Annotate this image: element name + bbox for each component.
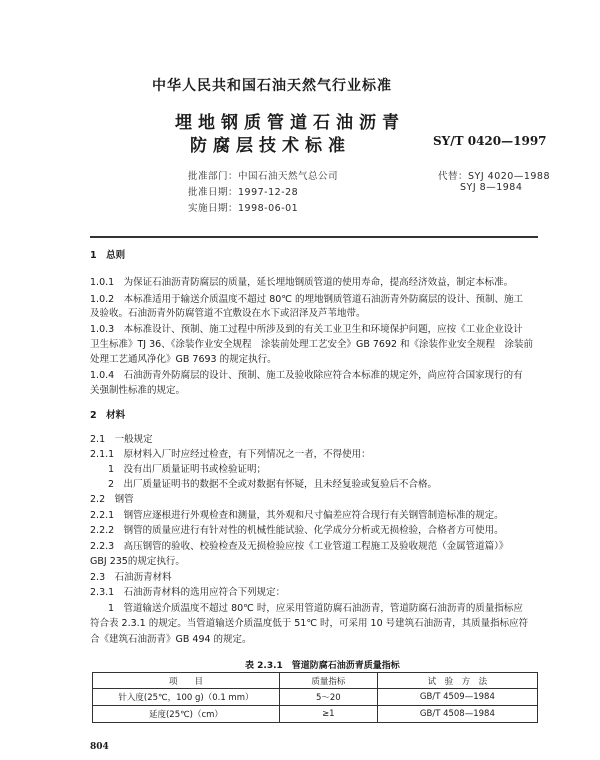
clause-2-3-1-item-1: 1 管道输送介质温度不超过 80℃ 时，应采用管道防腐石油沥青，管道防腐石油沥青的质量指标应 <box>108 603 523 614</box>
table-cell: 针入度(25℃，100 g)（0.1 mm） <box>93 689 280 706</box>
clause-2-2-3-cont: GBJ 235的规定执行。 <box>90 556 185 567</box>
replaces-standard-2: SYJ 8—1984 <box>460 182 523 193</box>
table-row <box>93 689 538 706</box>
table-header-cell: 试 验 方 法 <box>377 673 537 689</box>
clause-1-0-2: 1.0.2 本标准适用于输送介质温度不超过 80℃ 的埋地钢质管道石油沥青外防腐层的设计、预制、施工 <box>90 294 523 305</box>
clause-2-1: 2.1 一般规定 <box>90 434 153 445</box>
table-cell: GB/T 4508—1984 <box>377 706 537 723</box>
table-row <box>93 706 538 723</box>
clause-2-2-3: 2.2.3 高压钢管的验收、校验检查及无损检验应按《工业管道工程施工及验收规范（金属管道篇）》 <box>90 541 509 552</box>
clause-1-0-3-cont-1: 卫生标准》TJ 36、《涂装作业安全规程 涂装前处理工艺安全》GB 7692 和《涂装作业安全规程 涂装前 <box>90 339 534 350</box>
clause-2-1-1-item-2: 2 出厂质量证明书的数据不全或对数据有怀疑，且未经复验或复验后不合格。 <box>108 479 438 490</box>
header-divider <box>90 236 538 238</box>
clause-2-3: 2.3 石油沥青材料 <box>90 572 172 583</box>
table-header-row <box>93 673 538 689</box>
section-2-heading: 2 材料 <box>90 410 126 421</box>
quality-index-table <box>92 672 538 723</box>
table-cell: 延度(25℃)（cm） <box>93 706 280 723</box>
replaces-standard-1: 代替：SYJ 4020—1988 <box>438 171 551 182</box>
effective-date: 实施日期：1998-06-01 <box>188 203 299 214</box>
table-header-cell: 质量指标 <box>279 673 377 689</box>
page-number: 804 <box>90 742 109 752</box>
clause-2-3-1-item-1-cont-1: 符合表 2.3.1 的规定。当管道输送介质温度低于 51℃ 时，可采用 10 号建筑石油沥青，其质量指标应符 <box>90 618 529 629</box>
clause-2-2-2: 2.2.2 钢管的质量应进行有针对性的机械性能试验、化学成分分析或无损检验，合格者方可使用。 <box>90 525 504 536</box>
title-line-1: 埋地钢质管道石油沥青 <box>175 113 405 133</box>
table-cell: ≥1 <box>279 706 377 723</box>
issuing-organization: 中华人民共和国石油天然气行业标准 <box>152 78 392 94</box>
clause-2-1-1: 2.1.1 原材料入厂时应经过检查，有下列情况之一者，不得使用： <box>90 449 371 460</box>
section-1-heading: 1 总则 <box>90 250 126 261</box>
clause-1-0-3-cont-2: 处理工艺通风净化》GB 7693 的规定执行。 <box>90 354 277 365</box>
clause-1-0-4-cont: 关强制性标准的规定。 <box>90 385 186 396</box>
table-cell: GB/T 4509—1984 <box>377 689 537 706</box>
clause-2-2: 2.2 钢管 <box>90 494 134 505</box>
clause-1-0-3: 1.0.3 本标准设计、预制、施工过程中所涉及到的有关工业卫生和环境保护问题，应按《工业企业设计 <box>90 324 523 335</box>
clause-2-2-1: 2.2.1 钢管应逐根进行外观检查和测量，其外观和尺寸偏差应符合现行有关钢管制造标准的规定。 <box>90 510 504 521</box>
clause-2-1-1-item-1: 1 没有出厂质量证明书或检验证明； <box>108 464 267 475</box>
clause-2-3-1: 2.3.1 石油沥青材料的选用应符合下列规定： <box>90 587 286 598</box>
clause-1-0-4: 1.0.4 石油沥青外防腐层的设计、预制、施工及验收除应符合本标准的规定外，尚应符合国家现行的有 <box>90 370 523 381</box>
clause-1-0-1: 1.0.1 为保证石油沥青防腐层的质量，延长埋地钢质管道的使用寿命，提高经济效益，制定本标准。 <box>90 277 514 288</box>
approval-date: 批准日期：1997-12-28 <box>188 187 299 198</box>
standard-code: SY/T 0420—1997 <box>433 134 547 148</box>
clause-2-3-1-item-1-cont-2: 合《建筑石油沥青》GB 494 的规定。 <box>90 634 252 645</box>
clause-1-0-2-cont: 及验收。石油沥青外防腐管道不宜敷设在水下或沼泽及芦苇地带。 <box>90 308 366 319</box>
table-caption: 表 2.3.1 管道防腐石油沥青质量指标 <box>245 661 400 671</box>
approval-department: 批准部门：中国石油天然气总公司 <box>188 171 339 182</box>
table-header-cell: 项 目 <box>93 673 280 689</box>
table-cell: 5～20 <box>279 689 377 706</box>
title-line-2: 防腐层技术标准 <box>190 136 351 156</box>
